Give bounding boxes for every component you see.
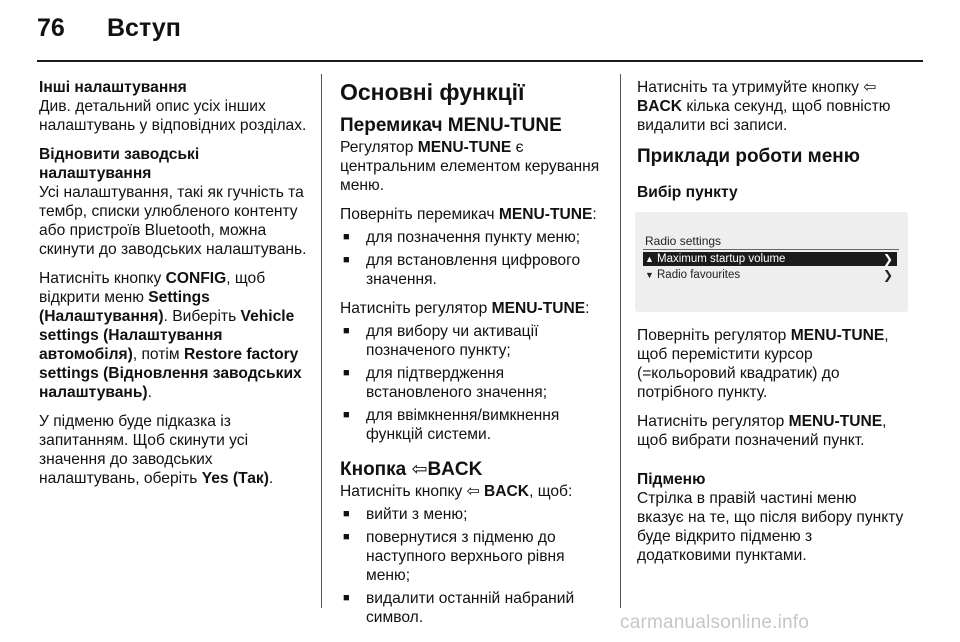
menu-tune-label: MENU-TUNE [417,139,512,156]
menu-row-selected[interactable] [643,252,897,266]
text-span: кілька секунд, щоб повністю видалити всі записи. [637,98,891,134]
list-item: ■ повернутися з підменю до наступного верхнього рівня меню; [340,528,610,585]
back-arrow-icon: ⇦ [411,459,428,480]
text-span: , щоб: [529,483,573,500]
menu-row-label: Radio favourites [657,269,741,281]
radio-settings-screen [635,212,908,312]
list-item: ■ видалити останній набраний символ. [340,589,610,627]
text-span: Регулятор [340,139,418,156]
vehicle-settings-label: Vehicle settings (Налаштування автомобіля) [39,308,295,363]
page-title: Вступ [107,14,181,42]
restore-factory-label: Restore factory settings (Відновлення заводських налаштувань) [39,346,302,401]
press-intro [340,299,610,318]
column-divider-1 [321,74,322,608]
back-label: BACK [637,98,683,115]
text-span: . Виберіть [163,308,241,325]
chevron-right-icon: ❯ [882,268,893,282]
text-span: Натисніть регулятор [340,300,492,317]
menu-row-label: Maximum startup volume [657,253,786,265]
text-span: У підменю буде підказка із запитанням. Щоб скинути усі значення до заводських налаштувань, оберіть [39,413,249,487]
screen-divider [643,249,899,250]
turn-list [340,228,610,289]
restore-instructions [39,269,311,402]
press-list [340,322,610,444]
menu-tune-label: MENU-TUNE [491,300,586,317]
back-intro [340,482,610,501]
yes-option-label: Yes (Так) [201,470,269,487]
turn-intro [340,205,610,224]
text-span: , щоб вибрати позначений пункт. [637,413,887,449]
list-item: ■ вийти з меню; [340,505,610,524]
text-span: : [585,300,590,317]
text-span: є центральним елементом керування меню. [340,139,600,194]
page-number: 76 [37,14,65,42]
list-item: ■ для вибору чи активації позначеного пункту; [340,322,610,360]
back-button-heading [340,458,610,482]
text-span: Кнопка [340,459,412,480]
other-settings-heading: Інші налаштування [39,79,187,96]
back-label: BACK [427,459,483,480]
text-span: , щоб перемістити курсор (=кольоровий квадратик) до потрібного пункту. [637,327,889,401]
chevron-right-icon: ❯ [882,252,893,266]
scroll-down-icon: ▼ [645,270,654,280]
hold-back-text [637,78,907,135]
select-item-heading: Вибір пункту [637,184,738,201]
watermark: carmanualsonline.info [620,612,810,633]
back-list [340,505,610,627]
menu-tune-text [340,138,610,195]
text-span: : [592,206,597,223]
text-span: , потім [132,346,184,363]
press-select-text [637,412,907,450]
settings-menu-label: Settings (Налаштування) [39,289,210,325]
text-span: Натисніть регулятор [637,413,789,430]
column-2 [340,78,610,637]
menu-tune-heading: Перемикач MENU-TUNE [340,115,562,136]
list-item: ■ для підтвердження встановленого значення; [340,364,610,402]
column-divider-2 [620,74,621,608]
back-arrow-icon: ⇦ [863,79,877,96]
submenu-heading: Підменю [637,471,706,488]
turn-cursor-text [637,326,907,402]
other-settings-text: Див. детальний опис усіх інших налаштувань у відповідних розділах. [39,98,307,134]
menu-tune-label: MENU-TUNE [790,327,885,344]
column-1 [39,78,311,498]
main-functions-heading: Основні функції [340,79,525,105]
submenu-text: Стрілка в правій частині меню вказує на те, що після вибору пункту буде відкрито підменю з додатковими пунктами. [637,490,904,564]
list-item: ■ для позначення пункту меню; [340,228,610,247]
list-item: ■ для встановлення цифрового значення. [340,251,610,289]
menu-tune-label: MENU-TUNE [498,206,593,223]
text-span: Натисніть кнопку [39,270,166,287]
text-span: Поверніть регулятор [637,327,791,344]
column-3 [637,78,907,575]
restore-text: Усі налаштування, такі як гучність та тембр, списки улюбленого контенту або пристроїв Bluetooth, можна скинути до заводських налаштувань. [39,184,307,258]
text-span: . [268,470,274,487]
page-header [0,0,960,64]
back-arrow-icon: ⇦ [466,483,480,500]
confirm-instructions [39,412,311,488]
menu-row[interactable] [643,268,897,282]
menu-examples-heading: Приклади роботи меню [637,146,861,167]
text-span: Натисніть та утримуйте кнопку [637,79,864,96]
text-span: Поверніть перемикач [340,206,499,223]
text-span: , щоб відкрити меню [39,270,266,306]
menu-tune-label: MENU-TUNE [788,413,883,430]
screen-title: Radio settings [645,234,722,248]
list-item: ■ для ввімкнення/вимкнення функцій системи. [340,406,610,444]
back-label: BACK [484,483,530,500]
text-span: . [147,384,152,401]
text-span: Натисніть кнопку [340,483,467,500]
config-button-label: CONFIG [165,270,227,287]
header-divider [37,60,923,62]
scroll-up-icon: ▲ [645,254,654,264]
restore-heading: Відновити заводські налаштування [39,146,200,182]
